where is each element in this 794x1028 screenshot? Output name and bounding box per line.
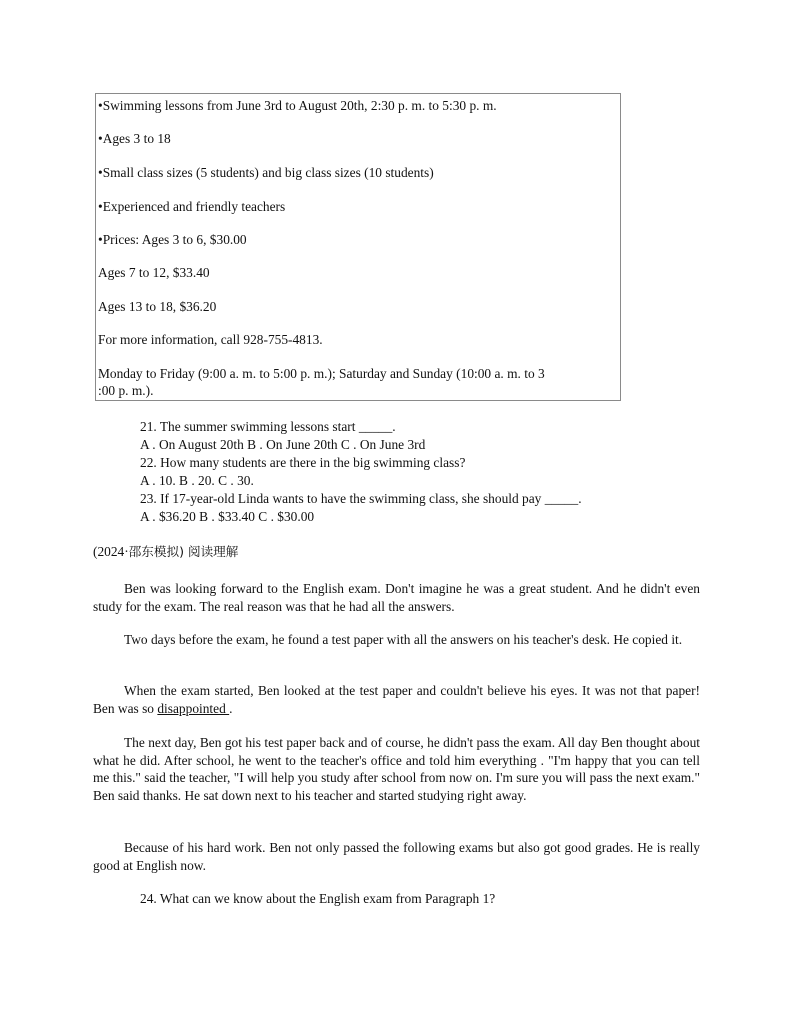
paragraph-5 — [93, 839, 700, 874]
ad-line-ages: •Ages 3 to 18 — [98, 131, 171, 146]
ad-line-teachers: •Experienced and friendly teachers — [98, 199, 286, 214]
paragraph-4-text: The next day, Ben got his test paper back and of course, he didn't pass the exam. All day Ben thought about what he did. After school, he went to the teacher's office and told him everything . "I'm happy that you can tell me this." said the teacher, "I will help you study after school from now on. I'm sure you will pass the next exam." Ben said thanks. He sat down next to his teacher and started studying right away. — [93, 735, 700, 803]
paragraph-2 — [93, 631, 700, 649]
question-21-options: A . On August 20th B . On June 20th C . On June 3rd — [140, 437, 426, 452]
heading-source: 邵东模拟 — [128, 544, 180, 559]
paragraph-3-end: . — [229, 700, 233, 716]
question-24: 24. What can we know about the English exam from Paragraph 1? — [140, 891, 496, 906]
question-22: 22. How many students are there in the big swimming class? — [140, 455, 466, 470]
ad-line-hours: Monday to Friday (9:00 a. m. to 5:00 p. m.); Saturday and Sunday (10:00 a. m. to 3 — [98, 366, 545, 381]
heading-prefix: (2024· — [93, 544, 129, 559]
ad-line-lessons: •Swimming lessons from June 3rd to August 20th, 2:30 p. m. to 5:30 p. m. — [98, 98, 497, 113]
section-heading — [93, 543, 238, 561]
heading-suffix: ) 阅读理解 — [179, 544, 239, 559]
paragraph-5-text: Because of his hard work. Ben not only passed the following exams but also got good grades. He is really good at English now. — [93, 840, 700, 873]
ad-line-prices: •Prices: Ages 3 to 6, $30.00 — [98, 232, 247, 247]
paragraph-1-text: Ben was looking forward to the English exam. Don't imagine he was a great student. And he didn't even study for the exam. The real reason was that he had all the answers. — [93, 581, 700, 614]
paragraph-3 — [93, 682, 700, 717]
question-22-options: A . 10. B . 20. C . 30. — [140, 473, 254, 488]
underlined-word-disappointed: disappointed — [157, 700, 230, 716]
swimming-ad-box — [95, 93, 621, 401]
question-23: 23. If 17-year-old Linda wants to have the swimming class, she should pay _____. — [140, 491, 582, 506]
paragraph-3-text: When the exam started, Ben looked at the test paper and couldn't believe his eyes. It was not that paper! Ben was so — [93, 683, 700, 716]
paragraph-2-text: Two days before the exam, he found a test paper with all the answers on his teacher's desk. He copied it. — [124, 632, 683, 647]
question-21: 21. The summer swimming lessons start _____. — [140, 419, 396, 434]
ad-line-price-7-12: Ages 7 to 12, $33.40 — [98, 265, 210, 280]
paragraph-1 — [93, 580, 700, 615]
ad-line-hours-cont: :00 p. m.). — [98, 383, 154, 398]
ad-line-class-sizes: •Small class sizes (5 students) and big class sizes (10 students) — [98, 165, 434, 180]
paragraph-4 — [93, 734, 700, 804]
ad-line-phone: For more information, call 928-755-4813. — [98, 332, 323, 347]
ad-line-price-13-18: Ages 13 to 18, $36.20 — [98, 299, 217, 314]
question-23-options: A . $36.20 B . $33.40 C . $30.00 — [140, 509, 315, 524]
